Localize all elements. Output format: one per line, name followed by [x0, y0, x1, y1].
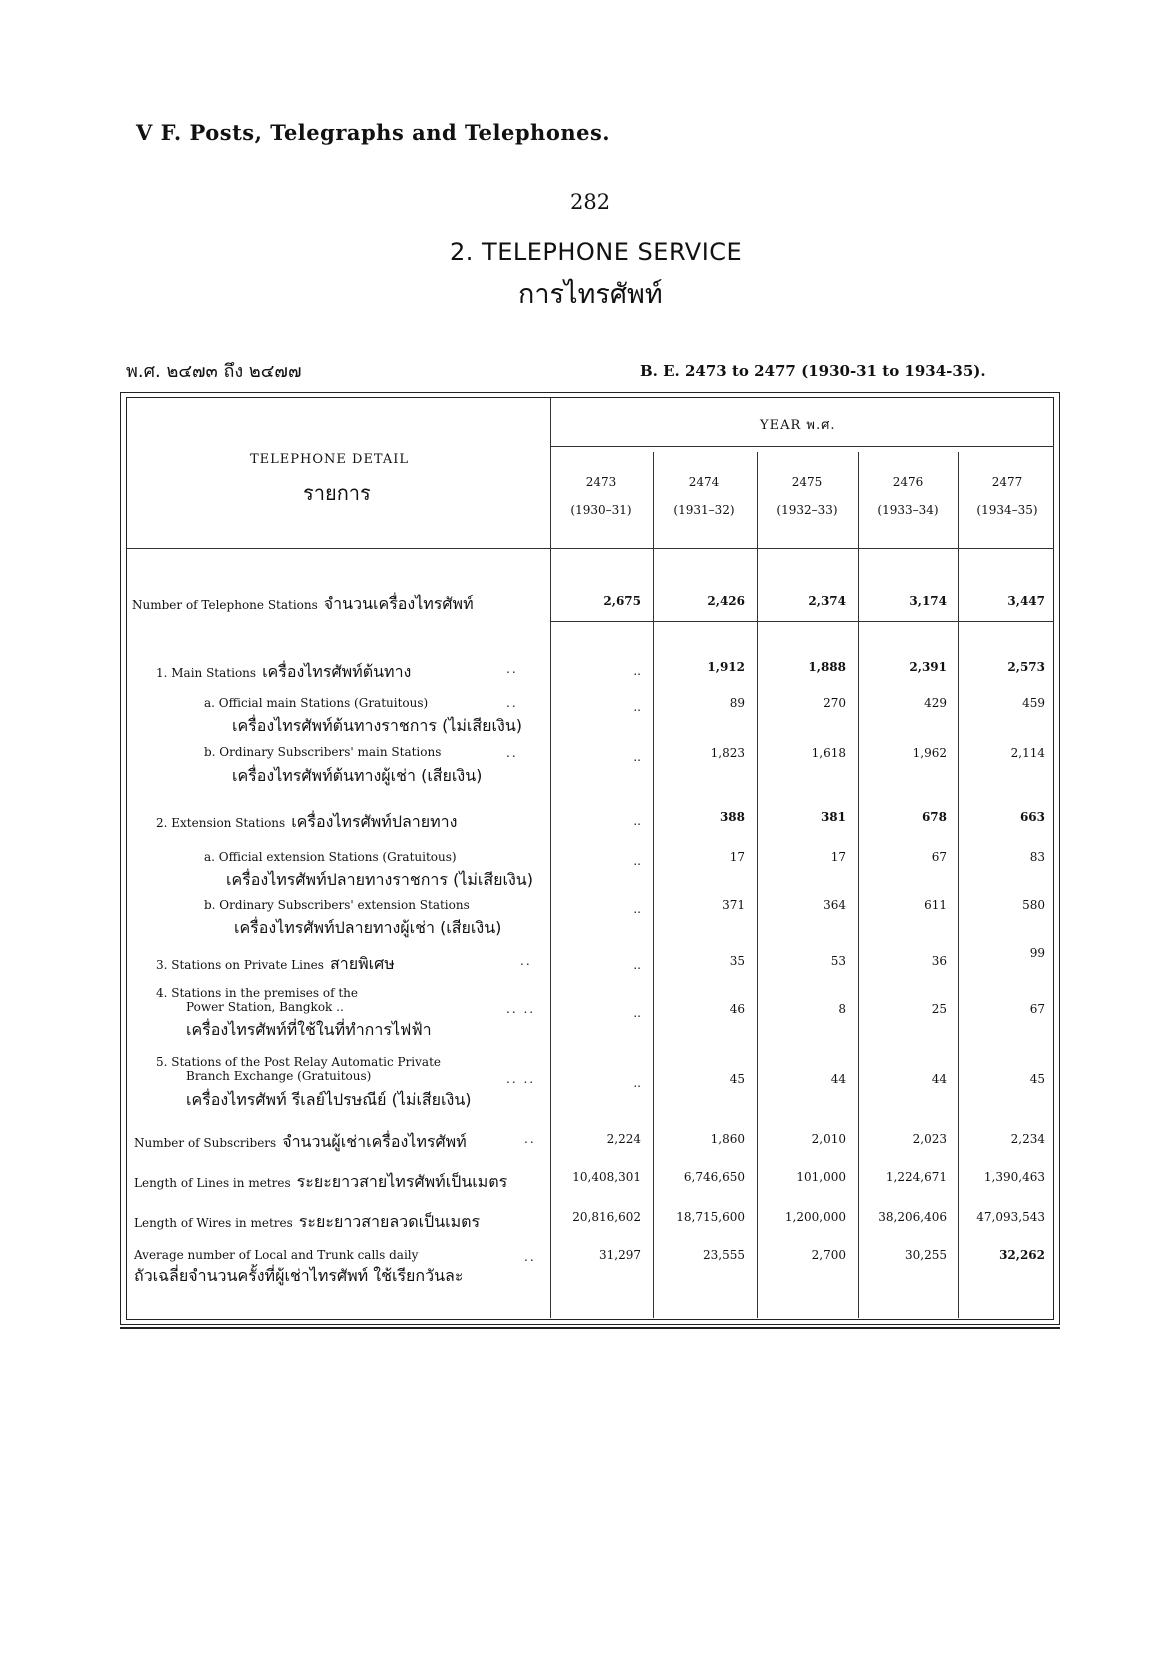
- table-cell: 17: [830, 850, 846, 864]
- table-row-label: 4. Stations in the premises of the: [156, 986, 358, 1000]
- table-row-label: Number of Telephone Stations จำนวนเครื่องไทรศัพท์: [132, 594, 474, 613]
- table-cell: 2,114: [1010, 746, 1045, 760]
- leader-dots: ..: [524, 1250, 536, 1264]
- page-title-thai: การไทรศัพท์: [518, 279, 663, 310]
- table-row-label-thai: เครื่องไทรศัพท์ รีเลย์ไปรษณีย์ (ไม่เสียเงิน): [186, 1090, 472, 1109]
- table-bottom-rule: [120, 1327, 1060, 1329]
- table-row-label: a. Official main Stations (Gratuitous): [204, 696, 429, 710]
- table-cell: 1,200,000: [784, 1210, 846, 1224]
- year-column-header: 2477 (1934–35): [976, 475, 1038, 517]
- table-cell: 6,746,650: [683, 1170, 745, 1184]
- table-cell: 381: [820, 810, 846, 824]
- year-header-rule: [550, 446, 1054, 447]
- table-cell: 36: [931, 954, 947, 968]
- column-divider: [757, 452, 758, 1318]
- period-thai: พ.ศ. ๒๔๗๓ ถึง ๒๔๗๗: [126, 361, 302, 382]
- table-cell: 18,715,600: [676, 1210, 745, 1224]
- table-row-label: b. Ordinary Subscribers' extension Stations: [204, 898, 470, 912]
- table-cell: 89: [729, 696, 745, 710]
- table-cell: 611: [924, 898, 947, 912]
- table-cell: 83: [1029, 850, 1045, 864]
- table-cell: 35: [729, 954, 745, 968]
- leader-dots: ..: [520, 954, 532, 968]
- page-number: 282: [570, 190, 611, 214]
- table-cell: 44: [931, 1072, 947, 1086]
- table-cell: ..: [633, 750, 641, 764]
- table-cell: 270: [823, 696, 846, 710]
- table-cell: 1,962: [912, 746, 947, 760]
- table-cell: 38,206,406: [878, 1210, 947, 1224]
- detail-header: TELEPHONE DETAIL: [250, 452, 410, 467]
- table-row-label-thai: เครื่องไทรศัพท์ปลายทางผู้เช่า (เสียเงิน): [234, 918, 502, 937]
- table-row-label-thai: เครื่องไทรศัพท์ต้นทางราชการ (ไม่เสียเงิน): [232, 716, 522, 735]
- table-cell: 47,093,543: [976, 1210, 1045, 1224]
- year-column-header: 2474 (1931–32): [673, 475, 735, 517]
- table-cell: 46: [729, 1002, 745, 1016]
- table-row-label: Length of Wires in metres ระยะยาวสายลวดเป็นเมตร: [134, 1212, 481, 1231]
- table-cell: 2,675: [603, 594, 641, 608]
- table-cell: 663: [1019, 810, 1045, 824]
- leader-dots: .. ..: [506, 1072, 536, 1086]
- table-cell: 2,374: [808, 594, 846, 608]
- table-cell: ..: [633, 1006, 641, 1020]
- period-english: B. E. 2473 to 2477 (1930-31 to 1934-35).: [640, 362, 986, 380]
- table-cell: 1,823: [710, 746, 745, 760]
- table-cell: 1,860: [710, 1132, 745, 1146]
- table-cell: 67: [931, 850, 947, 864]
- table-cell: 2,224: [606, 1132, 641, 1146]
- table-cell: 364: [823, 898, 846, 912]
- table-row-label: 3. Stations on Private Lines สายพิเศษ: [156, 954, 395, 973]
- year-column-header: 2475 (1932–33): [776, 475, 838, 517]
- table-cell: 30,255: [905, 1248, 947, 1262]
- table-cell: 2,391: [909, 660, 947, 674]
- table-cell: 2,023: [912, 1132, 947, 1146]
- table-cell: 44: [830, 1072, 846, 1086]
- table-row-label: 5. Stations of the Post Relay Automatic Private: [156, 1055, 441, 1069]
- table-row-label: a. Official extension Stations (Gratuitous): [204, 850, 457, 864]
- table-row-label-continued: Power Station, Bangkok ..: [186, 1000, 344, 1014]
- table-row-label-thai: เครื่องไทรศัพท์ที่ใช้ในที่ทำการไฟฟ้า: [186, 1020, 432, 1039]
- table-cell: 99: [1029, 946, 1045, 960]
- table-cell: 429: [924, 696, 947, 710]
- table-cell: 8: [838, 1002, 846, 1016]
- column-divider: [858, 452, 859, 1318]
- table-row-label-continued: Branch Exchange (Gratuitous): [186, 1069, 372, 1083]
- subtotal-rule: [550, 621, 1054, 622]
- table-cell: 2,426: [707, 594, 745, 608]
- table-row-label: b. Ordinary Subscribers' main Stations: [204, 745, 442, 759]
- column-divider: [653, 452, 654, 1318]
- table-cell: 32,262: [999, 1248, 1045, 1262]
- table-cell: 1,390,463: [983, 1170, 1045, 1184]
- year-column-header: 2473 (1930–31): [570, 475, 632, 517]
- table-row-label: Average number of Local and Trunk calls daily: [134, 1248, 419, 1262]
- table-cell: 371: [722, 898, 745, 912]
- table-cell: 3,174: [909, 594, 947, 608]
- header-rule: [127, 548, 1054, 549]
- leader-dots: ..: [524, 1132, 536, 1146]
- section-heading: V F. Posts, Telegraphs and Telephones.: [136, 120, 611, 145]
- table-cell: 45: [729, 1072, 745, 1086]
- table-cell: 23,555: [703, 1248, 745, 1262]
- table-cell: 1,224,671: [885, 1170, 947, 1184]
- table-cell: 388: [719, 810, 745, 824]
- table-row-label: Length of Lines in metres ระยะยาวสายไทรศัพท์เป็นเมตร: [134, 1172, 508, 1191]
- table-cell: 1,888: [808, 660, 846, 674]
- leader-dots: ..: [506, 746, 518, 760]
- table-cell: 20,816,602: [572, 1210, 641, 1224]
- table-cell: 67: [1029, 1002, 1045, 1016]
- table-cell: ..: [633, 664, 641, 678]
- table-cell: 10,408,301: [572, 1170, 641, 1184]
- year-header: YEAR พ.ศ.: [760, 418, 836, 433]
- table-row-label-thai: เครื่องไทรศัพท์ปลายทางราชการ (ไม่เสียเงิน): [226, 870, 533, 889]
- table-cell: 459: [1022, 696, 1045, 710]
- leader-dots: ..: [506, 662, 518, 676]
- table-cell: 45: [1029, 1072, 1045, 1086]
- table-cell: ..: [633, 958, 641, 972]
- table-cell: 2,573: [1007, 660, 1045, 674]
- table-cell: 17: [729, 850, 745, 864]
- table-row-label: 2. Extension Stations เครื่องไทรศัพท์ปลายทาง: [156, 812, 458, 831]
- table-cell: ..: [633, 814, 641, 828]
- table-cell: 2,010: [811, 1132, 846, 1146]
- page-title: 2. TELEPHONE SERVICE: [450, 238, 743, 266]
- table-row-label: 1. Main Stations เครื่องไทรศัพท์ต้นทาง: [156, 662, 412, 681]
- detail-header-thai: รายการ: [303, 481, 371, 505]
- table-row-label-thai: ถัวเฉลี่ยจำนวนครั้งที่ผู้เช่าไทรศัพท์ ใช้เรียกวันละ: [134, 1266, 464, 1285]
- table-cell: ..: [633, 854, 641, 868]
- table-row-label-thai: เครื่องไทรศัพท์ต้นทางผู้เช่า (เสียเงิน): [232, 766, 483, 785]
- table-cell: 3,447: [1007, 594, 1045, 608]
- table-cell: 580: [1022, 898, 1045, 912]
- leader-dots: .. ..: [506, 1002, 536, 1016]
- year-column-header: 2476 (1933–34): [877, 475, 939, 517]
- table-cell: 25: [931, 1002, 947, 1016]
- table-cell: 53: [830, 954, 846, 968]
- table-cell: 1,912: [707, 660, 745, 674]
- table-cell: 2,234: [1010, 1132, 1045, 1146]
- table-cell: 678: [921, 810, 947, 824]
- table-cell: ..: [633, 902, 641, 916]
- table-cell: 2,700: [811, 1248, 846, 1262]
- column-divider: [958, 452, 959, 1318]
- leader-dots: ..: [506, 696, 518, 710]
- table-cell: 101,000: [796, 1170, 846, 1184]
- table-row-label: Number of Subscribers จำนวนผู้เช่าเครื่องไทรศัพท์: [134, 1132, 467, 1151]
- table-cell: ..: [633, 700, 641, 714]
- table-cell: 1,618: [811, 746, 846, 760]
- table-cell: ..: [633, 1076, 641, 1090]
- table-cell: 31,297: [599, 1248, 641, 1262]
